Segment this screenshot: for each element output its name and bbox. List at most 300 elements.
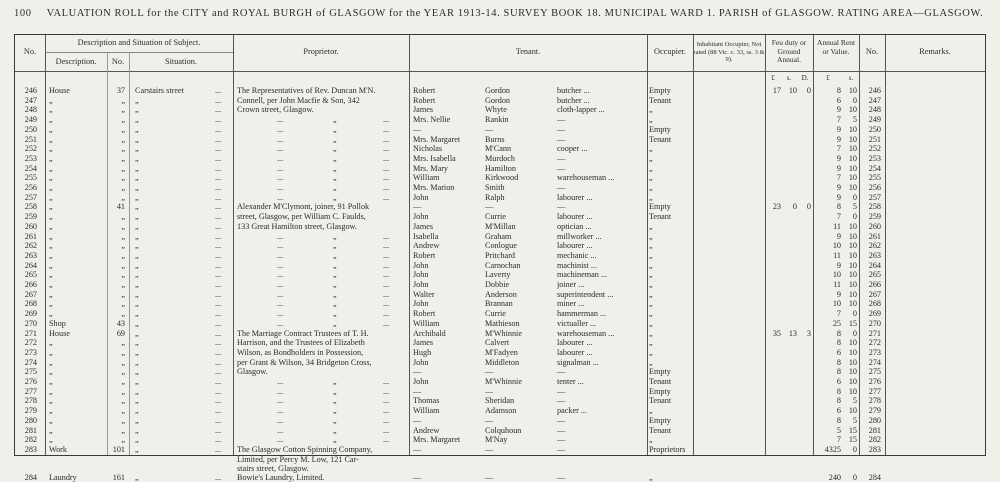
row-tenant-forename: — (413, 472, 422, 482)
col-header-occupier: Occupier. (653, 47, 687, 56)
row-value-shillings: 10 (848, 347, 857, 357)
row-tenant-occupation: signalman ... (557, 357, 599, 367)
row-situation: „ (135, 472, 139, 482)
col-header-inhabitant: Inhabitant Occupier, Not rated (88 Vic. c. 33, ss. 3 & 9). (693, 41, 765, 63)
row-occupier: Tenant (649, 425, 672, 435)
row-tenant-surname: — (485, 202, 494, 212)
row-situation: „ (135, 115, 139, 125)
row-value-pounds: 9 (836, 134, 841, 144)
row-house-number: „ (121, 192, 125, 202)
proprietor-ditto-dots: ... (277, 192, 284, 202)
col-header-description: Description. (55, 57, 97, 66)
row-situation: „ (135, 95, 139, 105)
row-description: „ (49, 241, 53, 251)
proprietor-ditto-dots: ... (277, 183, 284, 192)
row-number-right: 260 (868, 221, 881, 231)
row-number: 256 (24, 183, 37, 192)
row-tenant-forename: John (413, 212, 429, 222)
table-row (15, 212, 985, 222)
row-tenant-forename: Mrs. Marion (413, 183, 455, 192)
feu-pound-label: £ (771, 74, 775, 82)
proprietor-line: The Representatives of Rev. Duncan M'N. (237, 86, 376, 95)
row-value-pounds: 8 (836, 415, 841, 425)
row-situation: Carstairs street (135, 86, 184, 95)
row-occupier: „ (649, 280, 653, 289)
row-number-right: 274 (868, 357, 881, 367)
row-number: 260 (24, 221, 37, 231)
row-tenant-surname: Carnochan (485, 260, 521, 270)
proprietor-ditto: „ (333, 231, 337, 241)
row-number: 271 (24, 328, 37, 338)
row-tenant-forename: William (413, 406, 440, 416)
row-occupier: „ (649, 435, 653, 445)
row-occupier: Tenant (649, 95, 672, 105)
row-situation-dots: ... (215, 86, 222, 95)
proprietor-ditto-dots: ... (383, 173, 390, 183)
table-row (15, 105, 985, 115)
table-row (15, 144, 985, 154)
row-value-pounds: 5 (836, 425, 841, 435)
row-number: 263 (24, 250, 37, 260)
row-tenant-surname: Gordon (485, 86, 511, 95)
row-occupier: „ (649, 338, 653, 348)
row-number: 246 (24, 86, 37, 95)
table-row (15, 193, 985, 203)
row-value-shillings: 10 (848, 144, 857, 154)
row-occupier: Tenant (649, 396, 672, 406)
row-tenant-forename: John (413, 270, 429, 280)
table-row (15, 270, 985, 280)
proprietor-ditto-dots: ... (277, 153, 284, 163)
table-row (15, 251, 985, 261)
col-header-feu: Feu duty or Ground Annual. (771, 38, 807, 64)
row-value-pounds: 7 (836, 309, 841, 319)
table-row (15, 377, 985, 387)
row-feu-shillings: 10 (788, 86, 797, 95)
row-situation-dots: ... (215, 357, 222, 367)
row-situation-dots: ... (215, 250, 222, 260)
row-situation-dots: ... (215, 289, 222, 299)
row-tenant-occupation: warehouseman ... (557, 328, 615, 338)
row-number: 247 (24, 95, 37, 105)
row-situation: „ (135, 144, 139, 154)
proprietor-line: per Grant & Wilson, 34 Bridgeton Cross, (237, 357, 372, 367)
row-number-right: 265 (868, 270, 881, 280)
row-description: Work (49, 444, 67, 454)
row-tenant-surname: Hamilton (485, 163, 516, 173)
row-house-number: „ (121, 377, 125, 386)
page-number: 100 (14, 8, 32, 19)
proprietor-ditto-dots: ... (383, 406, 390, 416)
table-row (15, 406, 985, 416)
row-tenant-forename: — (413, 444, 422, 454)
proprietor-ditto: „ (333, 260, 337, 270)
row-tenant-occupation: — (557, 396, 566, 406)
proprietor-ditto-dots: ... (383, 163, 390, 173)
row-value-pounds: 9 (836, 231, 841, 241)
row-description: „ (49, 270, 53, 280)
row-tenant-surname: Ralph (485, 192, 505, 202)
row-tenant-forename: Hugh (413, 347, 432, 357)
row-house-number: 101 (112, 444, 125, 454)
row-tenant-surname: M'Nay (485, 435, 508, 445)
row-number: 266 (24, 280, 37, 289)
row-value-pounds: 25 (832, 318, 841, 328)
row-situation-dots: ... (215, 270, 222, 280)
row-tenant-surname: Rankin (485, 115, 509, 125)
row-house-number: „ (121, 357, 125, 367)
row-number: 276 (24, 377, 37, 386)
col-header-proprietor: Proprietor. (303, 47, 339, 56)
row-value-shillings: 10 (848, 270, 857, 280)
proprietor-ditto-dots: ... (383, 241, 390, 251)
row-value-shillings: 10 (848, 134, 857, 144)
row-number: 269 (24, 309, 37, 319)
row-house-number: „ (121, 425, 125, 435)
row-value-shillings: 10 (848, 357, 857, 367)
row-occupier: „ (649, 357, 653, 367)
row-value-shillings: 15 (848, 435, 857, 445)
row-value-pounds: 8 (836, 202, 841, 212)
row-description: „ (49, 309, 53, 319)
proprietor-ditto: „ (333, 377, 337, 386)
row-house-number: „ (121, 406, 125, 416)
row-feu-pounds: 17 (772, 86, 781, 95)
row-value-pounds: 4325 (824, 444, 841, 454)
row-tenant-forename: John (413, 299, 429, 309)
row-situation: „ (135, 289, 139, 299)
row-description: „ (49, 377, 53, 386)
row-occupier: Empty (649, 415, 671, 425)
row-value-shillings: 10 (848, 377, 857, 386)
row-number-right: 248 (868, 105, 881, 115)
row-description: „ (49, 299, 53, 309)
row-number: 279 (24, 406, 37, 416)
row-description: „ (49, 425, 53, 435)
row-situation-dots: ... (215, 231, 222, 241)
row-description: „ (49, 338, 53, 348)
row-value-shillings: 0 (852, 309, 857, 319)
row-number: 254 (24, 163, 37, 173)
row-number-right: 282 (868, 435, 881, 445)
row-situation-dots: ... (215, 328, 222, 338)
proprietor-ditto-dots: ... (277, 396, 284, 406)
row-value-shillings: 0 (852, 328, 857, 338)
row-house-number: „ (121, 153, 125, 163)
proprietor-ditto: „ (333, 309, 337, 319)
row-number: 270 (24, 318, 37, 328)
row-description: „ (49, 289, 53, 299)
row-situation: „ (135, 338, 139, 348)
row-situation: „ (135, 386, 139, 396)
proprietor-ditto-dots: ... (277, 280, 284, 289)
row-tenant-occupation: optician ... (557, 221, 592, 231)
row-tenant-occupation: — (557, 115, 566, 125)
row-number: 255 (24, 173, 37, 183)
row-value-shillings: 5 (852, 396, 857, 406)
table-row (15, 96, 985, 106)
row-tenant-forename: Mrs. Nellie (413, 115, 451, 125)
row-number-right: 263 (868, 250, 881, 260)
row-tenant-occupation: — (557, 153, 566, 163)
row-description: „ (49, 406, 53, 416)
row-value-shillings: 0 (852, 212, 857, 222)
row-situation: „ (135, 241, 139, 251)
row-value-pounds: 7 (836, 212, 841, 222)
row-description: „ (49, 396, 53, 406)
table-row (15, 222, 985, 232)
col-header-situation: Situation. (164, 57, 198, 66)
proprietor-line: Bowie's Laundry, Limited. (237, 472, 325, 482)
row-value-shillings: 10 (848, 86, 857, 95)
proprietor-line: Harrison, and the Trustees of Elizabeth (237, 338, 365, 348)
row-house-number: „ (121, 183, 125, 192)
table-row (15, 86, 985, 96)
row-value-pounds: 6 (836, 406, 841, 416)
proprietor-ditto-dots: ... (383, 386, 390, 396)
row-tenant-forename: Mrs. Isabella (413, 153, 456, 163)
proprietor-ditto: „ (333, 289, 337, 299)
row-occupier: „ (649, 347, 653, 357)
row-tenant-surname: Currie (485, 309, 506, 319)
row-tenant-surname: — (485, 472, 494, 482)
row-situation: „ (135, 357, 139, 367)
row-tenant-forename: John (413, 260, 429, 270)
proprietor-line: Connell, per John Macfie & Son, 342 (237, 95, 360, 105)
row-tenant-forename: — (413, 415, 422, 425)
row-number-right: 268 (868, 299, 881, 309)
proprietor-ditto-dots: ... (277, 250, 284, 260)
row-tenant-forename: John (413, 280, 429, 289)
row-tenant-surname: Adamson (485, 406, 517, 416)
row-tenant-surname: Kirkwood (485, 173, 519, 183)
row-tenant-occupation: joiner ... (557, 280, 585, 289)
row-tenant-surname: Brannan (485, 299, 513, 309)
row-situation-dots: ... (215, 309, 222, 319)
row-tenant-surname: Colquhoun (485, 425, 522, 435)
row-description: „ (49, 202, 53, 212)
proprietor-ditto: „ (333, 183, 337, 192)
row-tenant-surname: Smith (485, 183, 505, 192)
row-tenant-forename: James (413, 221, 434, 231)
row-number: 262 (24, 241, 37, 251)
proprietor-ditto: „ (333, 163, 337, 173)
proprietor-ditto-dots: ... (383, 270, 390, 280)
row-house-number: 43 (116, 318, 125, 328)
row-tenant-occupation: cloth-lapper ... (557, 105, 605, 115)
row-house-number: „ (121, 144, 125, 154)
table-row (15, 202, 985, 212)
row-tenant-forename: John (413, 357, 429, 367)
row-number: 267 (24, 289, 37, 299)
proprietor-ditto: „ (333, 406, 337, 416)
proprietor-ditto: „ (333, 280, 337, 289)
row-value-shillings: 10 (848, 105, 857, 115)
proprietor-ditto-dots: ... (383, 183, 390, 192)
row-occupier: „ (649, 472, 653, 482)
row-value-shillings: 0 (852, 95, 857, 105)
col-header-number: No. (111, 57, 125, 66)
row-tenant-surname: Calvert (485, 338, 510, 348)
row-situation-dots: ... (215, 241, 222, 251)
row-situation: „ (135, 270, 139, 280)
row-description: „ (49, 163, 53, 173)
table-row (15, 367, 985, 377)
row-situation: „ (135, 202, 139, 212)
row-house-number: „ (121, 115, 125, 125)
row-value-shillings: 10 (848, 124, 857, 134)
row-value-pounds: 10 (832, 241, 841, 251)
proprietor-ditto: „ (333, 299, 337, 309)
row-description: House (49, 328, 70, 338)
proprietor-ditto: „ (333, 124, 337, 134)
row-tenant-forename: Nicholas (413, 144, 443, 154)
row-house-number: „ (121, 241, 125, 251)
row-description: „ (49, 183, 53, 192)
row-description: „ (49, 144, 53, 154)
row-tenant-forename: Archibald (413, 328, 446, 338)
row-description: „ (49, 95, 53, 105)
row-value-shillings: 10 (848, 386, 857, 396)
proprietor-ditto: „ (333, 241, 337, 251)
row-situation: „ (135, 299, 139, 309)
row-house-number: 37 (116, 86, 125, 95)
row-description: „ (49, 115, 53, 125)
row-occupier: Tenant (649, 377, 672, 386)
proprietor-ditto-dots: ... (383, 134, 390, 144)
row-number-right: 272 (868, 338, 881, 348)
row-situation-dots: ... (215, 173, 222, 183)
row-occupier: „ (649, 260, 653, 270)
row-number: 253 (24, 153, 37, 163)
row-situation: „ (135, 318, 139, 328)
row-value-pounds: 6 (836, 377, 841, 386)
proprietor-line: Alexander M'Clymont, joiner, 91 Pollok (237, 202, 370, 212)
proprietor-ditto-dots: ... (383, 231, 390, 241)
row-description: „ (49, 260, 53, 270)
row-value-pounds: 7 (836, 115, 841, 125)
proprietor-line: The Marriage Contract Trustees of T. H. (237, 328, 369, 338)
row-house-number: „ (121, 299, 125, 309)
row-tenant-forename: Mrs. Mary (413, 163, 449, 173)
row-situation-dots: ... (215, 115, 222, 125)
row-house-number: „ (121, 221, 125, 231)
row-number: 277 (24, 386, 37, 396)
row-tenant-forename: — (413, 367, 422, 377)
row-number-right: 251 (868, 134, 881, 144)
table-row (15, 261, 985, 271)
row-situation-dots: ... (215, 444, 222, 454)
row-value-shillings: 10 (848, 289, 857, 299)
row-number: 249 (24, 115, 37, 125)
row-number-right: 250 (868, 124, 881, 134)
row-occupier: „ (649, 318, 653, 328)
row-description: „ (49, 212, 53, 222)
proprietor-ditto-dots: ... (277, 435, 284, 445)
row-value-shillings: 10 (848, 260, 857, 270)
row-house-number: 69 (116, 328, 125, 338)
row-tenant-surname: — (485, 444, 494, 454)
row-situation-dots: ... (215, 435, 222, 445)
row-number: 251 (24, 134, 37, 144)
proprietor-ditto-dots: ... (383, 153, 390, 163)
row-tenant-occupation: victualler ... (557, 318, 597, 328)
row-tenant-surname: Burns (485, 134, 505, 144)
valuation-table (14, 34, 986, 482)
proprietor-ditto: „ (333, 192, 337, 202)
row-situation: „ (135, 367, 139, 377)
feu-pence-label: D. (801, 74, 809, 82)
row-value-shillings: 10 (848, 163, 857, 173)
row-number-right: 258 (868, 202, 881, 212)
row-occupier: „ (649, 153, 653, 163)
proprietor-ditto-dots: ... (383, 415, 390, 425)
row-tenant-occupation: cooper ... (557, 144, 588, 154)
row-value-shillings: 10 (848, 183, 857, 192)
table-row (15, 473, 985, 482)
row-value-pounds: 8 (836, 386, 841, 396)
row-value-shillings: 10 (848, 231, 857, 241)
row-situation-dots: ... (215, 124, 222, 134)
proprietor-ditto-dots: ... (277, 173, 284, 183)
row-tenant-occupation: mechanic ... (557, 250, 597, 260)
row-situation-dots: ... (215, 260, 222, 270)
row-tenant-occupation: machineman ... (557, 270, 608, 280)
proprietor-ditto-dots: ... (277, 144, 284, 154)
proprietor-ditto-dots: ... (277, 163, 284, 173)
row-situation-dots: ... (215, 105, 222, 115)
proprietor-ditto-dots: ... (383, 124, 390, 134)
row-number-right: 271 (868, 328, 881, 338)
proprietor-ditto-dots: ... (383, 144, 390, 154)
row-number: 274 (24, 357, 37, 367)
row-number-right: 276 (868, 377, 881, 386)
table-row (15, 164, 985, 174)
row-value-pounds: 9 (836, 192, 841, 202)
row-tenant-surname: Sheridan (485, 396, 515, 406)
row-number-right: 270 (868, 318, 881, 328)
row-house-number: „ (121, 173, 125, 183)
row-tenant-forename: Mrs. Margaret (413, 134, 461, 144)
row-tenant-forename: William (413, 173, 440, 183)
row-number-right: 281 (868, 425, 881, 435)
row-situation: „ (135, 192, 139, 202)
row-situation-dots: ... (215, 212, 222, 222)
row-number-right: 262 (868, 241, 881, 251)
row-situation: „ (135, 396, 139, 406)
row-tenant-occupation: labourer ... (557, 212, 593, 222)
row-occupier: „ (649, 309, 653, 319)
row-tenant-occupation: — (557, 435, 566, 445)
row-situation: „ (135, 406, 139, 416)
row-value-shillings: 5 (852, 415, 857, 425)
row-tenant-surname: M'Whinnie (485, 328, 522, 338)
row-tenant-surname: Dobbie (485, 280, 510, 289)
row-number: 284 (24, 472, 37, 482)
row-value-shillings: 10 (848, 241, 857, 251)
row-house-number: „ (121, 338, 125, 348)
row-occupier: Empty (649, 367, 671, 377)
row-description: „ (49, 231, 53, 241)
row-number: 259 (24, 212, 37, 222)
proprietor-ditto-dots: ... (383, 318, 390, 328)
row-description: „ (49, 105, 53, 115)
table-row (15, 387, 985, 397)
proprietor-ditto: „ (333, 144, 337, 154)
proprietor-line: The Glasgow Cotton Spinning Company, (237, 444, 373, 454)
proprietor-ditto: „ (333, 270, 337, 280)
table-row (15, 125, 985, 135)
